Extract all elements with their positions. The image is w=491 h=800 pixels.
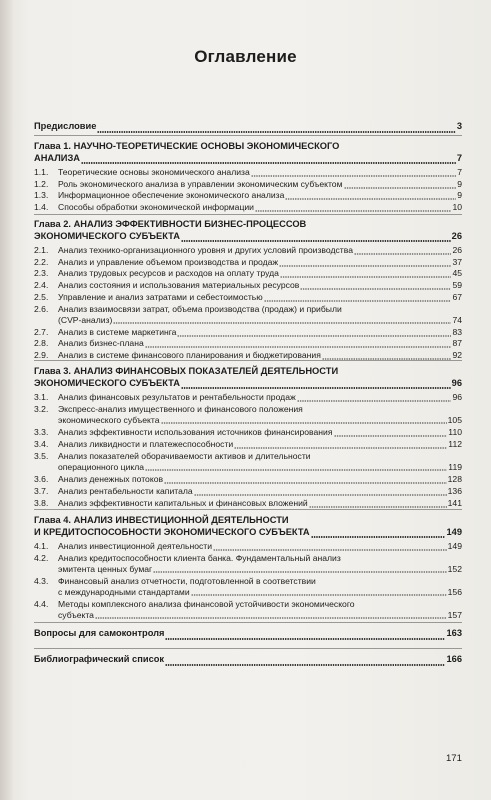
toc-page-number: 112	[448, 439, 462, 449]
toc-entry-number: 2.8.	[34, 338, 49, 348]
toc-section-entry[interactable]	[34, 439, 462, 450]
toc-entry-title: Анализ взаимосвязи затрат, объема производства (продаж) и прибыли	[58, 304, 342, 314]
dot-leader	[311, 528, 446, 538]
dot-leader	[300, 281, 451, 291]
divider-rule	[34, 214, 462, 215]
toc-entry-title: экономического субъекта	[58, 414, 160, 425]
toc-section-entry[interactable]	[34, 599, 462, 620]
dot-leader	[181, 379, 451, 389]
toc-entry-number: 2.9.	[34, 350, 49, 360]
toc-section-entry[interactable]	[34, 292, 462, 303]
toc-page-number: 119	[448, 461, 462, 472]
toc-entry-title: Глава 4. АНАЛИЗ ИНВЕСТИЦИОННОЙ ДЕЯТЕЛЬНОСТИ	[34, 515, 289, 525]
toc-page-number: 128	[447, 474, 462, 484]
dot-leader	[191, 587, 447, 597]
toc-chapter-entry[interactable]	[34, 628, 462, 640]
dot-leader	[145, 339, 452, 349]
toc-chapter-entry[interactable]	[34, 654, 462, 666]
dot-leader	[95, 610, 447, 620]
toc-section-entry[interactable]	[34, 427, 462, 438]
toc-entry-title: Информационное обеспечение экономического анализа	[58, 190, 285, 200]
toc-entry-title: Анализ эффективности использования источников финансирования	[58, 427, 333, 437]
toc-page-number: 136	[447, 486, 462, 496]
toc-section-entry[interactable]	[34, 350, 462, 361]
toc-page-number: 96	[452, 392, 462, 402]
dot-leader	[165, 630, 445, 640]
dot-leader	[255, 203, 451, 213]
toc-entry-number: 1.1.	[34, 167, 49, 177]
dot-leader	[194, 487, 447, 497]
toc-page-number: 3	[456, 121, 462, 131]
toc-entry-title: Финансовый анализ отчетности, подготовленной в соответствии	[58, 576, 316, 586]
toc-section-entry[interactable]	[34, 268, 462, 279]
dot-leader	[322, 351, 452, 361]
divider-rule	[34, 360, 462, 361]
toc-entry-title: Анализ денежных потоков	[58, 474, 164, 484]
toc-entry-number: 3.4.	[34, 439, 49, 449]
toc-page-number: 83	[452, 327, 462, 337]
divider-rule	[34, 622, 462, 623]
toc-entry-title: И КРЕДИТОСПОСОБНОСТИ ЭКОНОМИЧЕСКОГО СУБЪЕКТА	[34, 526, 310, 537]
toc-page-number: 10	[452, 202, 462, 212]
toc-entry-title: АНАЛИЗА	[34, 152, 80, 163]
toc-entry-number: 2.6.	[34, 304, 49, 314]
toc-entry-title: Экспресс-анализ имущественного и финансового положения	[58, 404, 303, 414]
toc-entry-title: Методы комплексного анализа финансовой устойчивости экономического	[58, 599, 355, 609]
toc-entry-number: 3.5.	[34, 451, 49, 461]
toc-entry-number: 2.4.	[34, 280, 49, 290]
toc-entry-title: Теоретические основы экономического анализа	[58, 167, 250, 177]
toc-page-number: 9	[457, 179, 462, 189]
toc-entry-title: Анализ бизнес-плана	[58, 338, 144, 348]
toc-page-number: 163	[446, 628, 462, 638]
toc-page-number: 166	[446, 654, 462, 664]
toc-page-number: 110	[448, 427, 462, 437]
toc-section-entry[interactable]	[34, 202, 462, 213]
toc-chapter-entry[interactable]	[34, 515, 462, 538]
dot-leader	[344, 180, 457, 190]
toc-entry-number: 2.2.	[34, 257, 49, 267]
toc-entry-number: 2.7.	[34, 327, 49, 337]
toc-entry-title: Роль экономического анализа в управлении экономическим субъектом	[58, 179, 343, 189]
dot-leader	[113, 315, 451, 325]
toc-entry-title: ЭКОНОМИЧЕСКОГО СУБЪЕКТА	[34, 377, 180, 388]
toc-chapter-entry[interactable]	[34, 141, 462, 164]
toc-entry-number: 2.5.	[34, 292, 49, 302]
toc-page-number: 149	[446, 526, 462, 537]
dot-leader	[234, 440, 447, 450]
toc-entry-number: 4.2.	[34, 553, 49, 563]
toc-section-entry[interactable]	[34, 451, 462, 472]
dot-leader	[81, 154, 456, 164]
toc-entry-title: Анализ инвестиционной деятельности	[58, 541, 213, 551]
toc-page-number: 59	[452, 280, 462, 290]
toc-page-number: 26	[452, 245, 462, 255]
toc-page-number: 156	[447, 586, 462, 597]
toc-section-entry[interactable]	[34, 474, 462, 485]
toc-section-entry[interactable]	[34, 576, 462, 597]
toc-entry-title: Вопросы для самоконтроля	[34, 628, 165, 638]
dot-leader	[181, 232, 451, 242]
toc-entry-number: 3.1.	[34, 392, 49, 402]
toc-entry-number: 4.3.	[34, 576, 49, 586]
toc-page-number: 9	[457, 190, 462, 200]
toc-page-number: 96	[451, 377, 462, 388]
dot-leader	[97, 123, 455, 133]
toc-entry-title: операционного цикла	[58, 461, 145, 472]
toc-entry-title: Анализ и управление объемом производства и продаж	[58, 257, 279, 267]
toc-section-entry[interactable]	[34, 498, 462, 509]
toc-section-entry[interactable]	[34, 553, 462, 574]
toc-entry-number: 2.3.	[34, 268, 49, 278]
dot-leader	[309, 499, 447, 509]
toc-page-number: 26	[451, 230, 462, 241]
dot-leader	[297, 393, 452, 403]
toc-page-number: 7	[457, 167, 462, 177]
toc-page-number: 152	[447, 563, 462, 574]
toc-page-number: 105	[447, 414, 462, 425]
dot-leader	[264, 293, 452, 303]
toc-page-number: 149	[447, 541, 462, 551]
divider-rule	[34, 135, 462, 136]
toc-page-number: 67	[452, 292, 462, 302]
toc-entry-title: Способы обработки экономической информации	[58, 202, 254, 212]
toc-entry-title: Глава 1. НАУЧНО-ТЕОРЕТИЧЕСКИЕ ОСНОВЫ ЭКОНОМИЧЕСКОГО	[34, 141, 340, 151]
toc-entry-number: 3.7.	[34, 486, 49, 496]
dot-leader	[161, 415, 447, 425]
toc-section-entry[interactable]	[34, 167, 462, 178]
toc-section-entry[interactable]	[34, 280, 462, 291]
page-title: Оглавление	[194, 47, 297, 66]
toc-entry-title: Анализ показателей оборачиваемости активов и длительности	[58, 451, 311, 461]
toc-entry-title: Библиографический список	[34, 654, 165, 664]
toc-section-entry[interactable]	[34, 404, 462, 425]
toc-entry-number: 3.3.	[34, 427, 49, 437]
toc-entry-title: Анализ финансовых результатов и рентабельности продаж	[58, 392, 296, 402]
toc-entry-title: Анализ в системе финансового планирования и бюджетирования	[58, 350, 321, 360]
toc-entry-title: (CVP-анализ)	[58, 314, 113, 325]
toc-entry-number: 3.8.	[34, 498, 49, 508]
toc-entry-title: Глава 2. АНАЛИЗ ЭФФЕКТИВНОСТИ БИЗНЕС-ПРОЦЕССОВ	[34, 219, 307, 229]
toc-section-entry[interactable]	[34, 190, 462, 201]
page-number: 171	[446, 753, 462, 764]
toc-entry-number: 2.1.	[34, 245, 49, 255]
toc-entry-title: Анализ ликвидности и платежеспособности	[58, 439, 234, 449]
dot-leader	[213, 542, 447, 552]
toc-page-number: 141	[447, 498, 462, 508]
toc-entry-title: ЭКОНОМИЧЕСКОГО СУБЪЕКТА	[34, 230, 180, 241]
toc-section-entry[interactable]	[34, 338, 462, 349]
toc-entry-title: Анализ технико-организационного уровня и других условий производства	[58, 245, 353, 255]
toc-section-entry[interactable]	[34, 245, 462, 256]
dot-leader	[334, 428, 448, 438]
toc-entry-title: Анализ рентабельности капитала	[58, 486, 193, 496]
dot-leader	[164, 475, 447, 485]
toc-page-number: 157	[447, 609, 462, 620]
dot-leader	[145, 462, 447, 472]
toc-entry-title: Анализ в системе маркетинга	[58, 327, 177, 337]
toc-page-number: 92	[452, 350, 462, 360]
toc-chapter-entry[interactable]	[34, 121, 462, 133]
toc-entry-number: 4.1.	[34, 541, 49, 551]
dot-leader	[280, 269, 452, 279]
toc-section-entry[interactable]	[34, 541, 462, 552]
toc-page-number: 37	[452, 257, 462, 267]
toc-entry-number: 1.4.	[34, 202, 49, 212]
page-gutter-shadow	[0, 0, 14, 800]
toc-chapter-entry[interactable]	[34, 366, 462, 389]
toc-page-number: 7	[456, 152, 462, 163]
toc-entry-title: Анализ эффективности капитальных и финансовых вложений	[58, 498, 308, 508]
dot-leader	[165, 656, 445, 666]
toc-entry-title: Анализ состояния и использования материальных ресурсов	[58, 280, 300, 290]
toc-section-entry[interactable]	[34, 257, 462, 268]
toc-page-number: 87	[452, 338, 462, 348]
dot-leader	[285, 191, 456, 201]
toc-entry-number: 4.4.	[34, 599, 49, 609]
dot-leader	[177, 328, 451, 338]
toc-entry-title: эмитента ценных бумаг	[58, 563, 153, 574]
toc-chapter-entry[interactable]	[34, 219, 462, 242]
toc-entry-title: субъекта	[58, 609, 94, 620]
toc-entry-number: 1.2.	[34, 179, 49, 189]
toc-entry-title: Глава 3. АНАЛИЗ ФИНАНСОВЫХ ПОКАЗАТЕЛЕЙ ДЕЯТЕЛЬНОСТИ	[34, 366, 339, 376]
toc-entry-title: Управление и анализ затратами и себестоимостью	[58, 292, 263, 302]
dot-leader	[279, 258, 451, 268]
toc-entry-title: Анализ кредитоспособности клиента банка. Фундаментальный анализ	[58, 553, 341, 563]
toc-section-entry[interactable]	[34, 392, 462, 403]
toc-entry-number: 3.2.	[34, 404, 49, 414]
divider-rule	[34, 648, 462, 649]
toc-section-entry[interactable]	[34, 179, 462, 190]
dot-leader	[354, 246, 451, 256]
toc-entry-title: Анализ трудовых ресурсов и расходов на оплату труда	[58, 268, 279, 278]
toc-page-number: 45	[452, 268, 462, 278]
dot-leader	[251, 168, 456, 178]
toc-section-entry[interactable]	[34, 486, 462, 497]
toc-entry-title: с международными стандартами	[58, 586, 190, 597]
toc-page-number: 74	[452, 314, 462, 325]
toc-entry-title: Предисловие	[34, 121, 97, 131]
dot-leader	[153, 564, 446, 574]
toc-section-entry[interactable]	[34, 327, 462, 338]
divider-rule	[34, 509, 462, 510]
toc-entry-number: 3.6.	[34, 474, 49, 484]
toc-section-entry[interactable]	[34, 304, 462, 325]
toc-entry-number: 1.3.	[34, 190, 49, 200]
